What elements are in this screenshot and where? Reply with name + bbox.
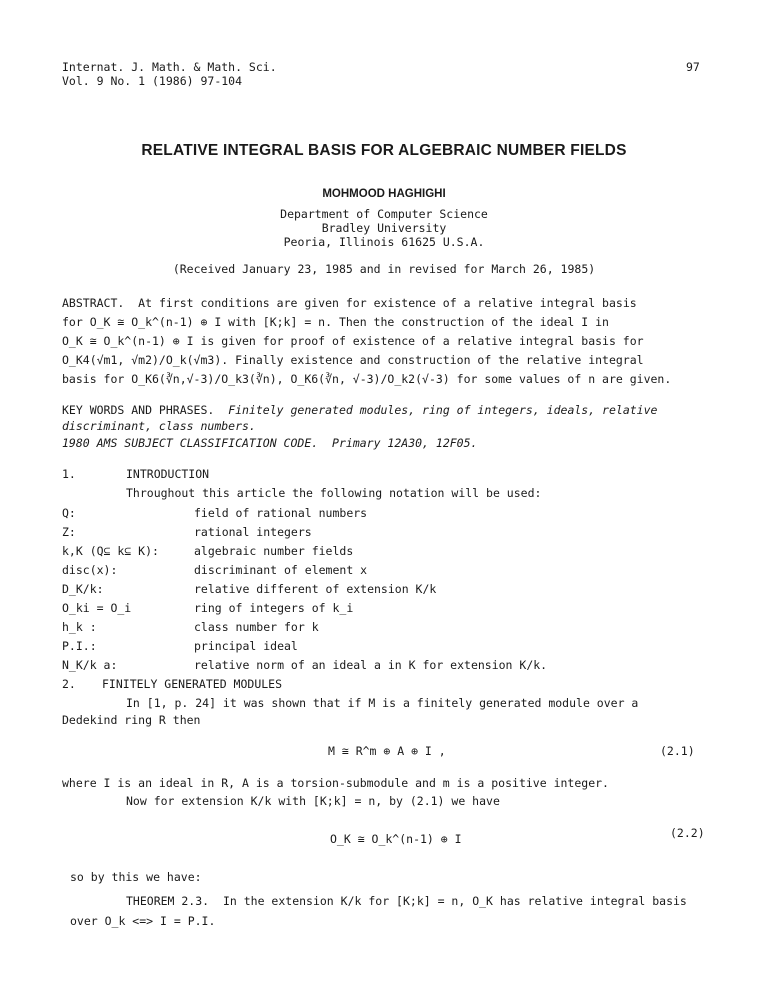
- notation-symbol: P.I.:: [62, 639, 97, 653]
- notation-symbol: D_K/k:: [62, 582, 104, 596]
- notation-symbol: Q:: [62, 506, 76, 520]
- notation-definition: principal ideal: [194, 639, 298, 653]
- abstract-line-5: basis for O_K6(∛n,√-3)/O_k3(∛n), O_K6(∛n, √-3)/O_k2(√-3) for some values of n are given.: [62, 372, 672, 386]
- equation-2-2-number: (2.2): [670, 826, 705, 840]
- journal-citation-line2: Vol. 9 No. 1 (1986) 97-104: [62, 74, 243, 88]
- abstract-label: ABSTRACT.: [62, 296, 125, 310]
- keywords-line-1: [62, 403, 657, 417]
- notation-row: [62, 601, 682, 618]
- journal-citation-line1: Internat. J. Math. & Math. Sci.: [62, 60, 277, 74]
- notation-row: [62, 582, 682, 599]
- notation-symbol: disc(x):: [62, 563, 118, 577]
- keywords-line-2: discriminant, class numbers.: [62, 419, 256, 433]
- abstract-line-2: for O_K ≅ O_k^(n-1) ⊕ I with [K;k] = n. Then the construction of the ideal I in: [62, 315, 609, 329]
- classification-text: Primary 12A30, 12F05.: [332, 436, 478, 450]
- received-dates: (Received January 23, 1985 and in revised for March 26, 1985): [172, 262, 596, 276]
- keywords-label: KEY WORDS AND PHRASES.: [62, 403, 215, 417]
- notation-row: [62, 544, 682, 561]
- equation-2-1: M ≅ R^m ⊕ A ⊕ I ,: [328, 744, 446, 758]
- theorem-label: THEOREM 2.3.: [126, 894, 210, 908]
- section2-number: 2.: [62, 677, 76, 691]
- notation-row: [62, 620, 682, 637]
- keywords-text-1: Finitely generated modules, ring of integers, ideals, relative: [228, 403, 658, 417]
- paper-title: RELATIVE INTEGRAL BASIS FOR ALGEBRAIC NUMBER FIELDS: [141, 142, 627, 159]
- theorem-2-3-line2: over O_k <=> I = P.I.: [70, 914, 216, 928]
- section1-number: 1.: [62, 467, 76, 481]
- author-location: Peoria, Illinois 61625 U.S.A.: [283, 235, 485, 249]
- notation-symbol: k,K (Q⊆ k⊆ K):: [62, 544, 159, 558]
- notation-symbol: N_K/k a:: [62, 658, 118, 672]
- theorem-2-3-line1: [126, 894, 687, 908]
- notation-row: [62, 639, 682, 656]
- notation-definition: class number for k: [194, 620, 319, 634]
- notation-definition: relative norm of an ideal a in K for extension K/k.: [194, 658, 548, 672]
- notation-row: [62, 658, 682, 675]
- theorem-text: In the extension K/k for [K;k] = n, O_K has relative integral basis: [222, 894, 687, 908]
- page-number: 97: [686, 60, 700, 74]
- abstract-line-1: [62, 296, 637, 310]
- classification-line: [62, 436, 477, 450]
- section2-paragraph3: so by this we have:: [70, 870, 202, 884]
- author-department: Department of Computer Science: [280, 207, 488, 221]
- notation-definition: rational integers: [194, 525, 312, 539]
- section2-paragraph1-line2: Dedekind ring R then: [62, 713, 201, 727]
- section2-paragraph2-line1: where I is an ideal in R, A is a torsion-submodule and m is a positive integer.: [62, 776, 609, 790]
- section1-heading: INTRODUCTION: [126, 467, 210, 481]
- section2-paragraph2-line2: Now for extension K/k with [K;k] = n, by (2.1) we have: [126, 794, 500, 808]
- equation-2-1-number: (2.1): [660, 744, 695, 758]
- abstract-text-1: At first conditions are given for existence of a relative integral basis: [138, 296, 637, 310]
- notation-row: [62, 525, 682, 542]
- section2-heading: FINITELY GENERATED MODULES: [102, 677, 283, 691]
- notation-definition: relative different of extension K/k: [194, 582, 437, 596]
- equation-2-2: O_K ≅ O_k^(n-1) ⊕ I: [330, 832, 462, 846]
- notation-row: [62, 506, 682, 523]
- section1-intro: Throughout this article the following notation will be used:: [126, 486, 542, 500]
- notation-definition: algebraic number fields: [194, 544, 354, 558]
- notation-symbol: Z:: [62, 525, 76, 539]
- classification-label: 1980 AMS SUBJECT CLASSIFICATION CODE.: [62, 436, 319, 450]
- abstract-line-3: O_K ≅ O_k^(n-1) ⊕ I is given for proof of existence of a relative integral basis for: [62, 334, 644, 348]
- author-university: Bradley University: [321, 221, 447, 235]
- notation-definition: field of rational numbers: [194, 506, 368, 520]
- author-name: MOHMOOD HAGHIGHI: [322, 188, 446, 200]
- notation-definition: discriminant of element x: [194, 563, 368, 577]
- notation-symbol: h_k :: [62, 620, 97, 634]
- notation-symbol: O_ki = O_i: [62, 601, 132, 615]
- abstract-line-4: O_K4(√m1, √m2)/O_k(√m3). Finally existence and construction of the relative integral: [62, 353, 644, 367]
- notation-row: [62, 563, 682, 580]
- notation-definition: ring of integers of k_i: [194, 601, 354, 615]
- section2-paragraph1-line1: In [1, p. 24] it was shown that if M is a finitely generated module over a: [126, 696, 639, 710]
